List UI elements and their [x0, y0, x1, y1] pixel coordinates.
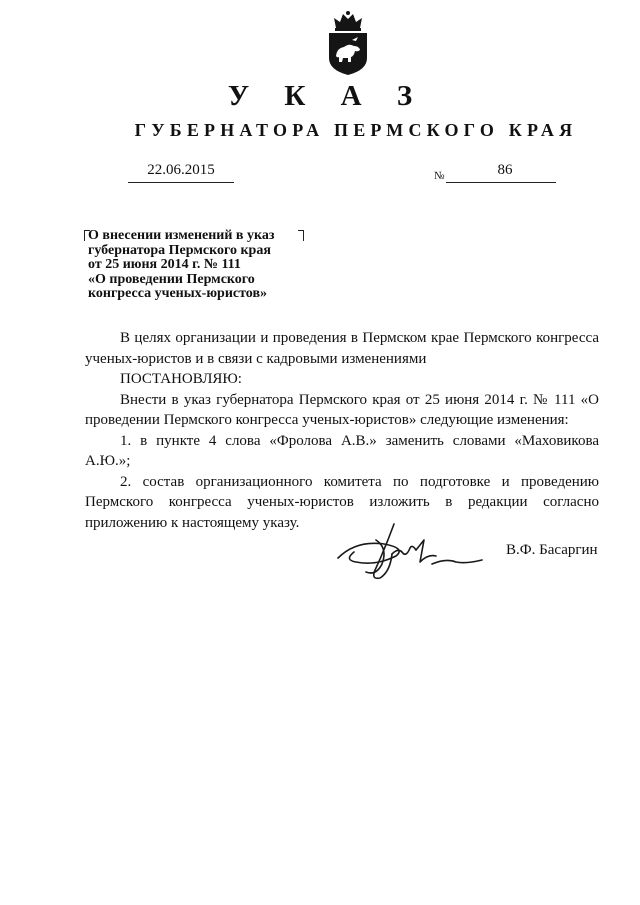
document-number: 86: [497, 162, 513, 178]
document-type-title: У К А З: [227, 80, 427, 112]
decree-word: ПОСТАНОВЛЯЮ:: [120, 371, 242, 387]
number-sign: №: [434, 170, 445, 182]
item-1-paragraph: 1. в пункте 4 слова «Фролова А.В.» заменить словами «Маховикова А.Ю.»;: [85, 432, 599, 469]
issuer-title: ГУБЕРНАТОРА ПЕРМСКОГО КРАЯ: [134, 120, 578, 140]
document-subject: [88, 229, 303, 302]
subject-line: от 25 июня 2014 г. № 111: [88, 257, 241, 273]
subject-line: губернатора Пермского края: [88, 242, 271, 258]
signature-icon: [336, 518, 486, 588]
item-2-paragraph: 2. состав организационного комитета по подготовке и проведению Пермского конгресса ученых-юристов изложить в редакции согласно приложению к настоящему указу.: [85, 473, 599, 531]
subject-line: конгресса ученых-юристов»: [88, 286, 268, 302]
subject-line: О внесении изменений в указ: [88, 228, 275, 243]
document-date: 22.06.2015: [147, 162, 215, 178]
coat-of-arms-icon: [325, 10, 371, 76]
signer-name: В.Ф. Басаргин: [506, 542, 598, 558]
intro-paragraph: Внести в указ губернатора Пермского края от 25 июня 2014 г. № 111 «О проведении Пермского конгресса ученых-юристов» следующие изменения:: [85, 391, 599, 428]
subject-line: «О проведении Пермского: [88, 271, 255, 287]
preamble-paragraph: В целях организации и проведения в Пермском крае Пермского конгресса ученых-юристов и в связи с кадровыми изменениями: [85, 330, 599, 367]
document-body: [85, 328, 599, 533]
